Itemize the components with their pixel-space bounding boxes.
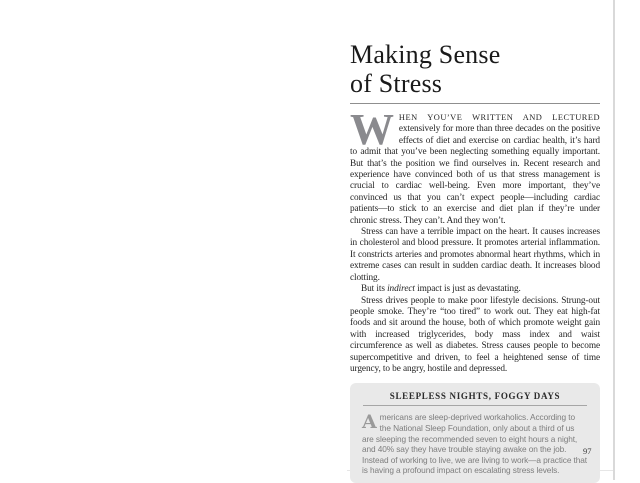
dropcap-w: W — [350, 105, 394, 154]
sidebar-box-body — [362, 412, 588, 476]
sidebar-box-text: mericans are sleep-deprived workaholics. According to the National Sleep Foundation, only about a third of us are sleeping the recommended seven to eight hours a night, and 40% say they have trouble staying awake on the job. Instead of working to live, we are living to work—a practice that is having a profound impact on escalating stress levels. — [362, 412, 587, 476]
sidebar-box-rule — [363, 405, 587, 406]
sidebar-box — [350, 383, 600, 483]
paragraph-indirect — [350, 284, 600, 295]
chapter-title — [350, 40, 600, 98]
opening-text: extensively for more than three decades on the positive effects of diet and exercise on cardiac health, it’s hard to admit that you’ve been neglecting something equally important. But that’s the position we find ourselves in. Recent research and experience have convinced both of us that stress management is crucial to cardiac well-being. Even more important, they’ve convinced us that you can’t expect people—including cardiac patients—to stick to an exercise and diet plan if they’re under chronic stress. They can’t. And they won’t. — [350, 124, 600, 226]
opening-smallcaps: HEN YOU’VE WRITTEN AND LECTURED — [398, 113, 600, 122]
sidebar-box-title: SLEEPLESS NIGHTS, FOGGY DAYS — [389, 391, 561, 402]
indirect-italic: indirect — [387, 284, 415, 295]
chapter-title-line2: of Stress — [350, 69, 443, 98]
chapter-title-line1: Making Sense — [350, 40, 501, 69]
indirect-pre: But its — [361, 284, 388, 295]
dropcap-a: A — [362, 411, 377, 434]
paragraph-lifestyle: Stress drives people to make poor lifestyle decisions. Strung-out people smoke. They’re “too tired” to work out. They eat high-fat foods and sit around the house, both of which promote weight gain with increased triglycerides, body mass index and waist circumference as well as diabetes. Stress causes people to become supercompetitive and driven, to feel a heightened sense of time urgency, to be angry, hostile and depressed. — [350, 295, 600, 374]
paragraph-opening — [350, 105, 600, 227]
page-content — [350, 40, 600, 483]
paragraph-direct-impact: Stress can have a terrible impact on the heart. It causes increases in cholesterol and blood pressure. It promotes arterial inflammation. It constricts arteries and promotes abnormal heart rhythms, which in extreme cases can result in sudden cardiac death. It increases blood clotting. — [350, 227, 600, 283]
title-rule — [350, 103, 600, 104]
page-right-edge — [613, 0, 615, 480]
indirect-post: impact is just as devastating. — [414, 284, 521, 295]
page-number: 97 — [583, 446, 592, 456]
